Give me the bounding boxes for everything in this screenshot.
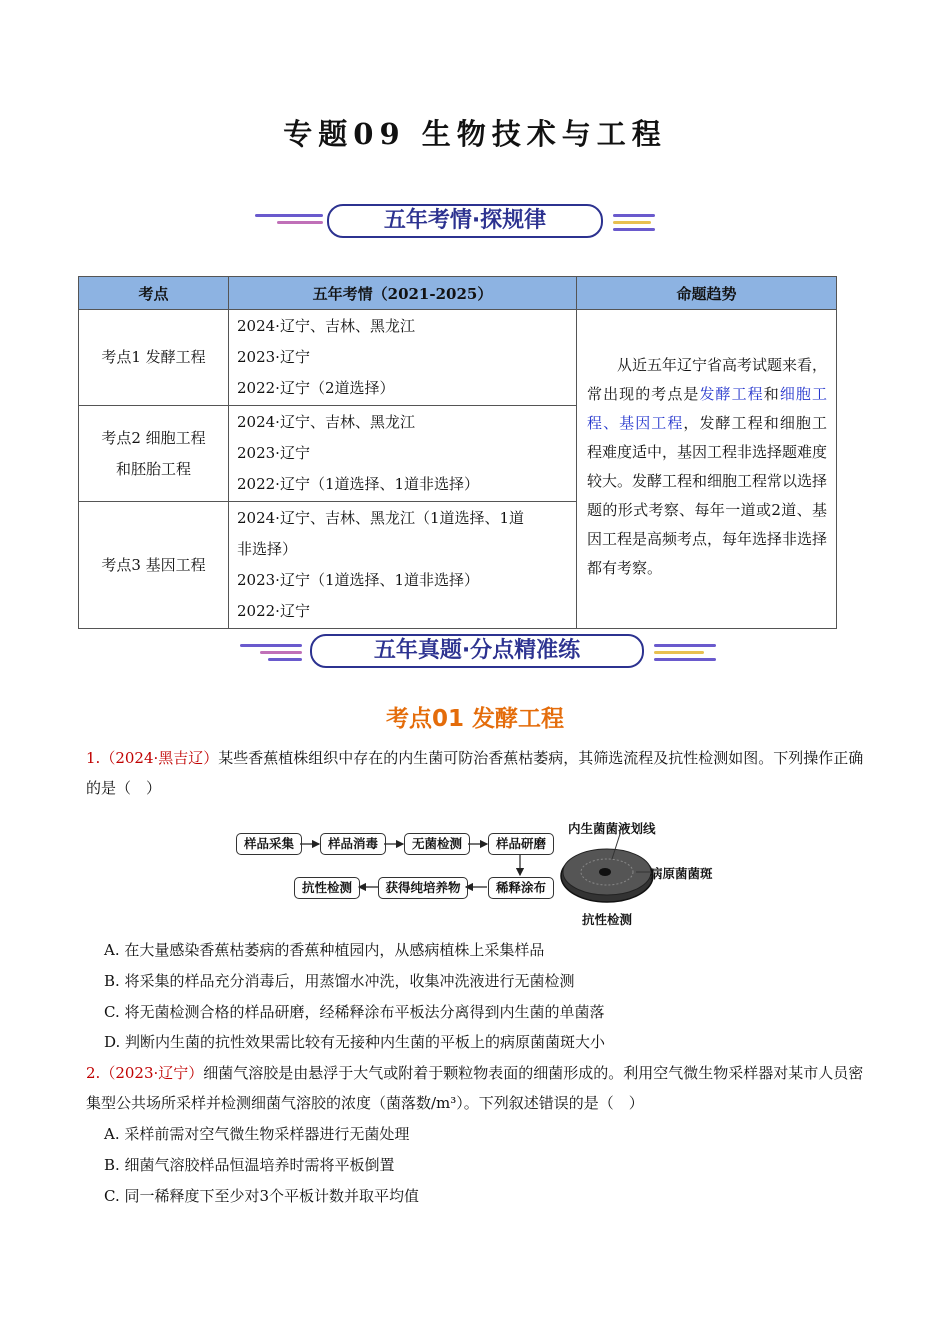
year-line: 2024·辽宁、吉林、黑龙江 — [237, 317, 415, 335]
step-dilution-spreading: 稀释涂布 — [488, 877, 554, 899]
question-1-text: 某些香蕉植株组织中存在的内生菌可防治香蕉枯萎病，其筛选流程及抗性检测如图。下列操作正确的是（ ） — [86, 749, 864, 797]
topic-2 — [79, 406, 229, 502]
year-line: 2023·辽宁 — [237, 444, 310, 462]
year-line: 2023·辽宁 — [237, 348, 310, 366]
topic-3: 考点3 基因工程 — [79, 502, 229, 629]
banner-past-exam-practice — [240, 634, 716, 670]
year-line: 2024·辽宁、吉林、黑龙江 — [237, 413, 415, 431]
topic-2-line: 考点2 细胞工程 — [101, 428, 206, 447]
question-2-option-b: B. 细菌气溶胶样品恒温培养时需将平板倒置 — [104, 1156, 395, 1174]
question-1-source: （2024·黑吉辽） — [100, 749, 219, 767]
banner-five-year-analysis-label: 五年考情·探规律 — [327, 204, 603, 238]
question-2-text: 细菌气溶胶是由悬浮于大气或附着于颗粒物表面的细菌形成的。利用空气微生物采样器对某市人员密集型公共场所采样并检测细菌气溶胶的浓度（菌落数/m³）。下列叙述错误的是（ ） — [86, 1064, 864, 1112]
header-topic: 考点 — [79, 277, 229, 310]
banner-past-exam-practice-label: 五年真题·分点精准练 — [310, 634, 644, 668]
year-line: 2022·辽宁（2道选择） — [237, 379, 395, 397]
banner-five-year-analysis — [255, 204, 655, 240]
document-title: 专题09 生物技术与工程 — [283, 117, 667, 151]
screening-flow-figure — [230, 812, 730, 932]
step-resistance-test: 抗性检测 — [294, 877, 360, 899]
question-1-option-a: A. 在大量感染香蕉枯萎病的香蕉种植园内，从感病植株上采集样品 — [104, 941, 545, 959]
section-heading: 考点01 发酵工程 — [385, 706, 564, 732]
label-endophyte-streak: 内生菌菌液划线 — [568, 821, 656, 836]
trend-text-1: 从近五年辽宁省高考试题来看，常出现的考点是 — [587, 356, 828, 403]
question-1-option-c: C. 将无菌检测合格的样品研磨，经稀释涂布平板法分离得到内生菌的单菌落 — [104, 1003, 605, 1021]
question-2-option-a: A. 采样前需对空气微生物采样器进行无菌处理 — [104, 1125, 410, 1143]
trend-text-3: ，发酵工程和细胞工程难度适中，基因工程非选择题难度较大。发酵工程和细胞工程常以选择题的形式考察、每年一道或2道、基因工程是高频考点，每年选择非选择都有考察。 — [587, 414, 828, 577]
header-trend: 命题趋势 — [577, 277, 837, 310]
question-1-option-b: B. 将采集的样品充分消毒后，用蒸馏水冲洗，收集冲洗液进行无菌检测 — [104, 972, 575, 990]
years-cell — [229, 502, 577, 629]
year-line: 2022·辽宁（1道选择、1道非选择） — [237, 475, 480, 493]
table-row — [79, 310, 837, 406]
label-pathogen-spot: 病原菌菌斑 — [650, 866, 713, 881]
question-2-stem — [86, 1058, 866, 1118]
trend-text-2: 和 — [763, 385, 780, 403]
years-cell — [229, 310, 577, 406]
years-cell — [229, 406, 577, 502]
topic-1: 考点1 发酵工程 — [79, 310, 229, 406]
question-2-source: （2023·辽宁） — [100, 1064, 204, 1082]
question-1-stem — [86, 743, 866, 803]
question-2-option-c: C. 同一稀释度下至少对3个平板计数并取平均值 — [104, 1187, 420, 1205]
topic-2-line: 和胚胎工程 — [115, 459, 191, 478]
step-sample-disinfection: 样品消毒 — [320, 833, 386, 855]
trend-highlight-cell-gene: 细胞工程、基因工程 — [587, 385, 827, 432]
year-line: 非选择） — [237, 540, 298, 558]
question-1-number: 1. — [86, 749, 101, 767]
trend-cell — [577, 310, 837, 629]
step-sample-collection: 样品采集 — [236, 833, 302, 855]
year-line: 2022·辽宁 — [237, 602, 310, 620]
step-sample-grinding: 样品研磨 — [488, 833, 554, 855]
header-years: 五年考情（2021-2025） — [229, 277, 577, 310]
year-line: 2023·辽宁（1道选择、1道非选择） — [237, 571, 480, 589]
year-line: 2024·辽宁、吉林、黑龙江（1道选择、1道 — [237, 509, 525, 527]
trend-highlight-fermentation: 发酵工程 — [699, 385, 764, 403]
figure-caption: 抗性检测 — [582, 912, 633, 927]
step-sterility-test: 无菌检测 — [404, 833, 470, 855]
step-pure-culture: 获得纯培养物 — [378, 877, 468, 899]
question-1-option-d: D. 判断内生菌的抗性效果需比较有无接种内生菌的平板上的病原菌菌斑大小 — [104, 1033, 606, 1051]
question-2-number: 2. — [86, 1064, 101, 1082]
exam-analysis-table — [78, 276, 837, 629]
